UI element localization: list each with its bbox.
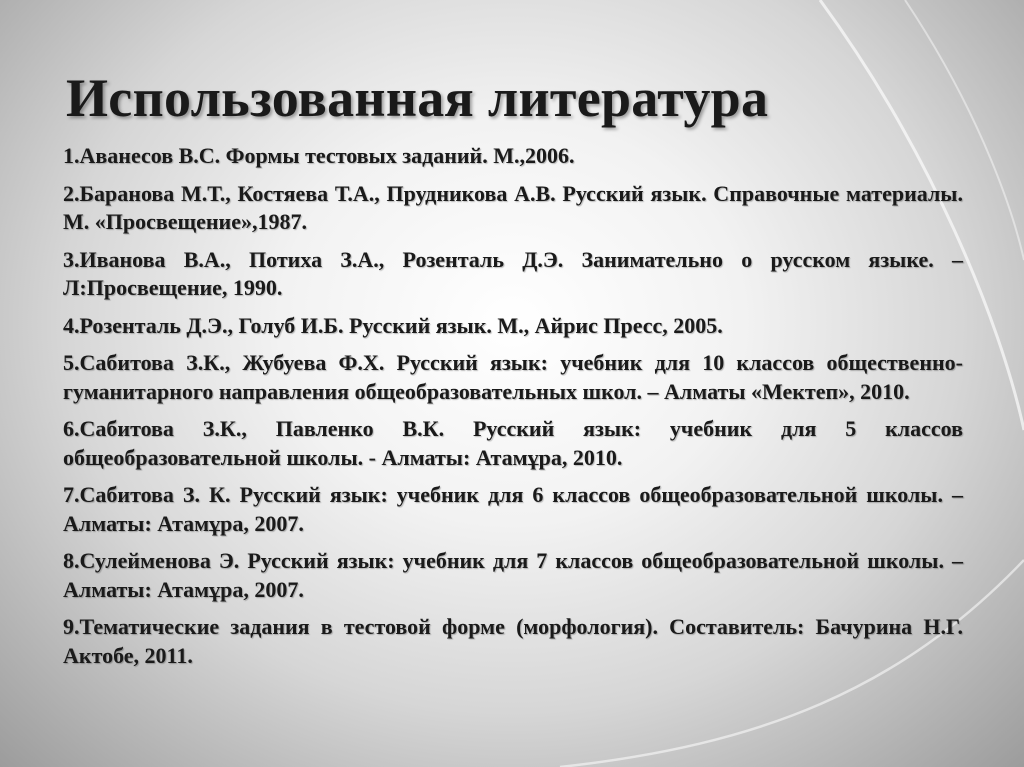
reference-item-9: 9.Тематические задания в тестовой форме (морфология). Составитель: Бачурина Н.Г. Актобе, 2011. xyxy=(63,614,963,668)
reference-item-2: 2.Баранова М.Т., Костяева Т.А., Прудникова А.В. Русский язык. Справочные материалы. М. «Просвещение»,1987. xyxy=(63,180,963,234)
reference-item-3: 3.Иванова В.А., Потиха З.А., Розенталь Д.Э. Занимательно о русском языке. – Л:Просвещение, 1990. xyxy=(63,246,963,300)
reference-list xyxy=(63,142,963,679)
reference-item-6: 6.Сабитова З.К., Павленко В.К. Русский язык: учебник для 5 классов общеобразовательной школы. - Алматы: Атамұра, 2010. xyxy=(63,416,963,470)
slide-title: Использованная литература xyxy=(66,68,769,128)
reference-item-8: 8.Сулейменова Э. Русский язык: учебник для 7 классов общеобразовательной школы. – Алматы: Атамұра, 2007. xyxy=(63,548,963,602)
reference-item-1: 1.Аванесов В.С. Формы тестовых заданий. М.,2006. xyxy=(63,143,575,168)
reference-item-7: 7.Сабитова З. К. Русский язык: учебник для 6 классов общеобразовательной школы. – Алматы: Атамұра, 2007. xyxy=(63,482,963,536)
reference-item-4: 4.Розенталь Д.Э., Голуб И.Б. Русский язык. М., Айрис Пресс, 2005. xyxy=(63,312,723,338)
reference-item-5: 5.Сабитова З.К., Жубуева Ф.Х. Русский язык: учебник для 10 классов общественно-гуманитарного направления общеобразовательных школ. – Алматы «Мектеп», 2010. xyxy=(63,350,963,404)
